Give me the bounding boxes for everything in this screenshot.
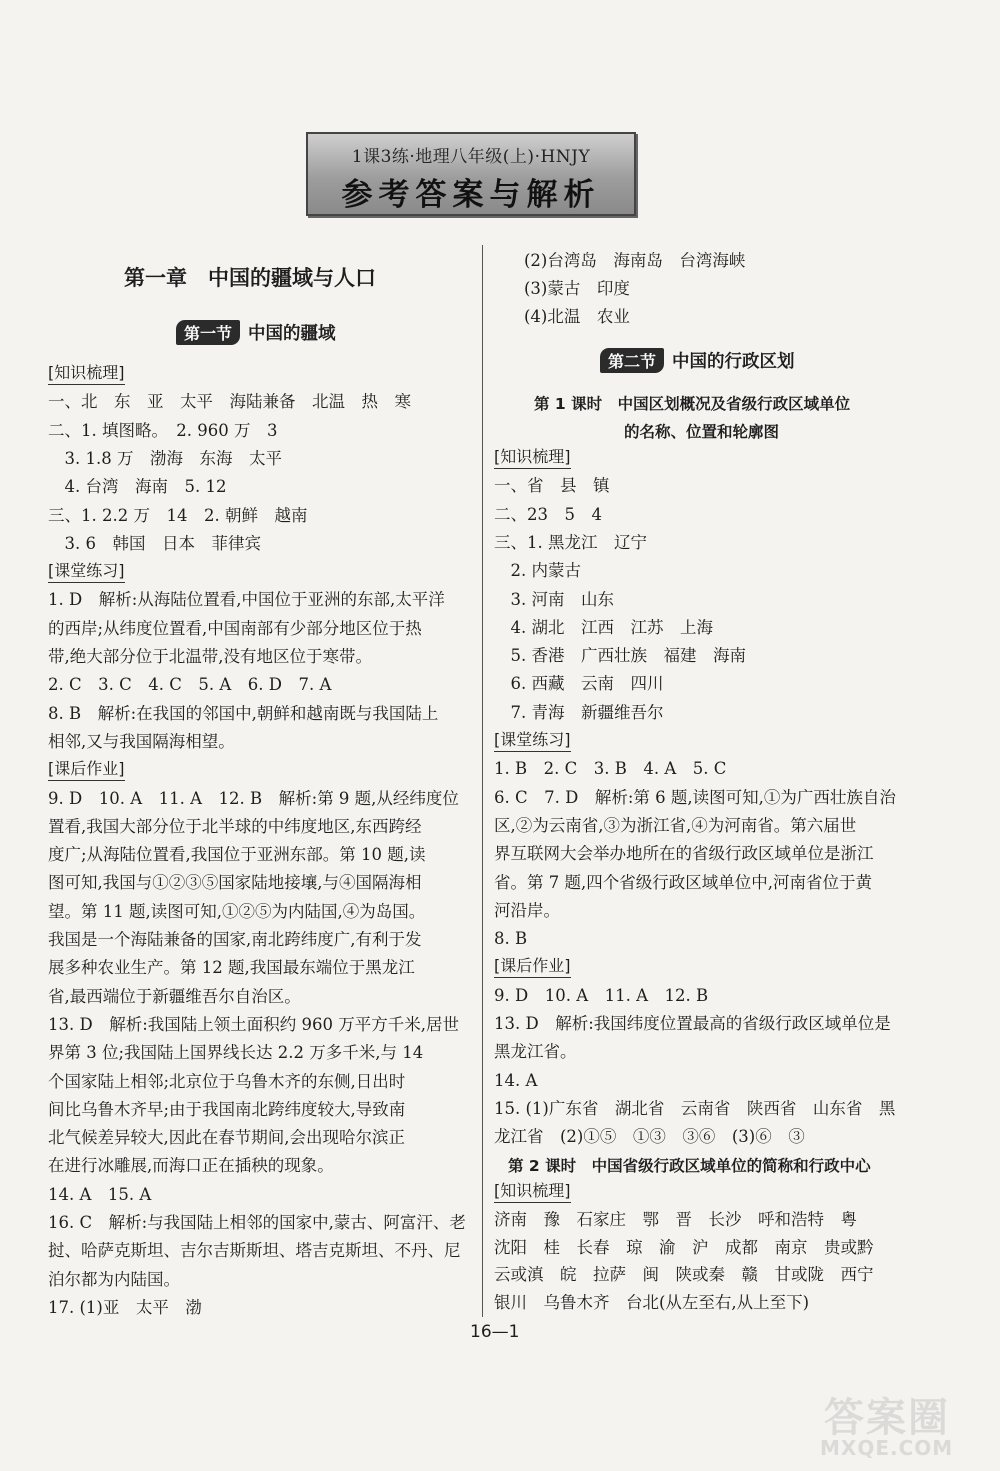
subsection-tag: [知识梳理] bbox=[48, 362, 125, 385]
page-number: 16—1 bbox=[470, 1322, 520, 1342]
answer-line: 2. 内蒙古 bbox=[494, 561, 581, 581]
answer-line: 省,最西端位于新疆维吾尔自治区。 bbox=[48, 986, 301, 1006]
answer-line: 沈阳 桂 长春 琼 渝 沪 成都 南京 贵或黔 bbox=[494, 1237, 874, 1257]
answer-line: 6. C 7. D 解析:第 6 题,读图可知,①为广西壮族自治 bbox=[494, 787, 896, 807]
answer-line: 区,②为云南省,③为浙江省,④为河南省。第六届世 bbox=[494, 815, 857, 835]
answer-line: 9. D 10. A 11. A 12. B bbox=[494, 985, 709, 1005]
answer-line: 黑龙江省。 bbox=[494, 1042, 577, 1062]
lesson-title: 第 2 课时 中国省级行政区域单位的简称和行政中心 bbox=[508, 1157, 871, 1175]
answer-line: 7. 青海 新疆维吾尔 bbox=[494, 702, 664, 722]
answer-line: 界第 3 位;我国陆上国界线长达 2.2 万多千米,与 14 bbox=[48, 1043, 424, 1063]
answer-line: 9. D 10. A 11. A 12. B 解析:第 9 题,从经纬度位 bbox=[48, 788, 459, 808]
answer-line: 三、1. 黑龙江 辽宁 bbox=[494, 532, 647, 552]
subsection-tag: [课堂练习] bbox=[494, 729, 571, 752]
answer-line: 6. 西藏 云南 四川 bbox=[494, 674, 664, 694]
answer-line: 望。第 11 题,读图可知,①②⑤为内陆国,④为岛国。 bbox=[48, 901, 426, 921]
answer-line: 16. C 解析:与我国陆上相邻的国家中,蒙古、阿富汗、老 bbox=[48, 1213, 466, 1232]
section-title: 中国的行政区划 bbox=[672, 352, 795, 372]
answer-line: 在进行冰雕展,而海口正在插秧的现象。 bbox=[48, 1156, 334, 1176]
answer-line: 5. 香港 广西壮族 福建 海南 bbox=[494, 646, 746, 666]
answer-line: 二、1. 填图略。 2. 960 万 3 bbox=[48, 420, 278, 440]
subsection-tag: [课后作业] bbox=[494, 955, 571, 978]
answer-line: 2. C 3. C 4. C 5. A 6. D 7. A bbox=[48, 675, 332, 695]
answer-line: 界互联网大会举办地所在的省级行政区域单位是浙江 bbox=[494, 844, 874, 864]
answer-line: 一、省 县 镇 bbox=[494, 476, 610, 496]
answer-line: 云或滇 皖 拉萨 闽 陕或秦 赣 甘或陇 西宁 bbox=[494, 1265, 874, 1285]
header-banner bbox=[306, 132, 636, 216]
subsection-tag: [课后作业] bbox=[48, 758, 125, 781]
lesson-title: 第 1 课时 中国区划概况及省级行政区域单位 bbox=[534, 395, 851, 413]
header-title: 参考答案与解析 bbox=[341, 177, 601, 213]
answer-line: 17. (1)亚 太平 渤 bbox=[48, 1297, 202, 1317]
answer-line: 三、1. 2.2 万 14 2. 朝鲜 越南 bbox=[48, 505, 308, 525]
answer-line: 龙江省 (2)①⑤ ①③ ③⑥ (3)⑥ ③ bbox=[494, 1127, 805, 1147]
answer-line: 省。第 7 题,四个省级行政区域单位中,河南省位于黄 bbox=[494, 872, 872, 892]
answer-line: 14. A bbox=[494, 1070, 538, 1090]
answer-line: 1. B 2. C 3. B 4. A 5. C bbox=[494, 759, 727, 779]
answer-line: 13. D 解析:我国纬度位置最高的省级行政区域单位是 bbox=[494, 1014, 891, 1033]
answer-line: 4. 台湾 海南 5. 12 bbox=[48, 477, 227, 497]
section-badge: 第二节 bbox=[600, 348, 664, 373]
section-heading-1 bbox=[176, 320, 336, 345]
subsection-tag: [知识梳理] bbox=[494, 1180, 571, 1203]
answer-line: 度广;从海陆位置看,我国位于亚洲东部。第 10 题,读 bbox=[48, 845, 426, 865]
answer-line: 13. D 解析:我国陆上领土面积约 960 万平方千米,居世 bbox=[48, 1014, 460, 1034]
answer-line: 置看,我国大部分位于北半球的中纬度地区,东西跨经 bbox=[48, 816, 422, 836]
answer-line: 8. B bbox=[494, 929, 528, 949]
answer-line: 济南 豫 石家庄 鄂 晋 长沙 呼和浩特 粤 bbox=[494, 1209, 857, 1229]
lesson-title-cont: 的名称、位置和轮廓图 bbox=[624, 423, 780, 441]
section-badge: 第一节 bbox=[176, 320, 240, 345]
subsection-tag: [知识梳理] bbox=[494, 446, 571, 469]
answer-line: 河沿岸。 bbox=[494, 900, 560, 920]
answer-line: 14. A 15. A bbox=[48, 1184, 152, 1204]
answer-line: 银川 乌鲁木齐 台北(从左至右,从上至下) bbox=[494, 1293, 810, 1313]
answer-line: (3)蒙古 印度 bbox=[524, 279, 630, 298]
answer-line: 3. 6 韩国 日本 菲律宾 bbox=[48, 533, 261, 553]
watermark-logo bbox=[818, 1386, 968, 1464]
section-heading-2 bbox=[600, 348, 795, 373]
column-divider bbox=[482, 245, 483, 1317]
answer-line: 15. (1)广东省 湖北省 云南省 陕西省 山东省 黑 bbox=[494, 1098, 896, 1118]
answer-line: 3. 1.8 万 渤海 东海 太平 bbox=[48, 448, 282, 468]
answer-line: 相邻,又与我国隔海相望。 bbox=[48, 731, 235, 751]
answer-line: 带,绝大部分位于北温带,没有地区位于寒带。 bbox=[48, 647, 372, 666]
answer-line: 4. 湖北 江西 江苏 上海 bbox=[494, 617, 713, 637]
answer-line: (2)台湾岛 海南岛 台湾海峡 bbox=[524, 251, 746, 270]
section-title: 中国的疆域 bbox=[248, 324, 336, 344]
answer-line: 一、北 东 亚 太平 海陆兼备 北温 热 寒 bbox=[48, 392, 411, 412]
answer-line: 3. 河南 山东 bbox=[494, 589, 614, 609]
answer-line: 图可知,我国与①②③⑤国家陆地接壤,与④国隔海相 bbox=[48, 873, 422, 893]
answer-line: 北气候差异较大,因此在春节期间,会出现哈尔滨正 bbox=[48, 1128, 405, 1148]
answer-line: 泊尔都为内陆国。 bbox=[48, 1269, 180, 1289]
answer-line: 我国是一个海陆兼备的国家,南北跨纬度广,有利于发 bbox=[48, 930, 422, 949]
answer-line: 间比乌鲁木齐早;由于我国南北跨纬度较大,导致南 bbox=[48, 1099, 406, 1119]
answer-line: 1. D 解析:从海陆位置看,中国位于亚洲的东部,太平洋 bbox=[48, 590, 445, 610]
subsection-tag: [课堂练习] bbox=[48, 560, 125, 583]
answer-line: 的西岸;从纬度位置看,中国南部有少部分地区位于热 bbox=[48, 618, 422, 638]
watermark-text: 答案圈 bbox=[824, 1395, 950, 1441]
answer-line: 挝、哈萨克斯坦、吉尔吉斯斯坦、塔吉克斯坦、不丹、尼 bbox=[48, 1241, 461, 1261]
watermark-url: MXQE.COM bbox=[820, 1436, 954, 1460]
answer-line: 个国家陆上相邻;北京位于乌鲁木齐的东侧,日出时 bbox=[48, 1071, 406, 1091]
answer-line: 8. B 解析:在我国的邻国中,朝鲜和越南既与我国陆上 bbox=[48, 703, 439, 723]
chapter-title: 第一章 中国的疆域与人口 bbox=[124, 266, 376, 290]
header-subtitle: 1课3练·地理八年级(上)·HNJY bbox=[351, 147, 591, 167]
answer-line: 二、23 5 4 bbox=[494, 504, 602, 524]
answer-line: 展多种农业生产。第 12 题,我国最东端位于黑龙江 bbox=[48, 958, 415, 978]
answer-line: (4)北温 农业 bbox=[524, 307, 630, 326]
